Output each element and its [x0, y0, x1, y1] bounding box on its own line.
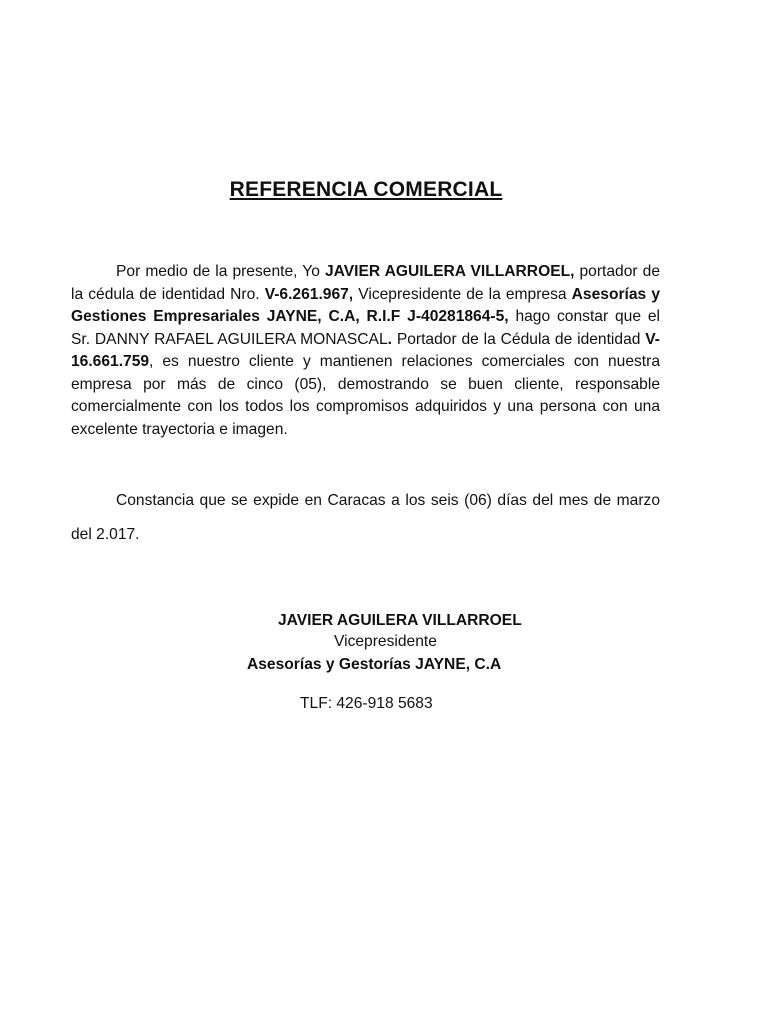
p1-text-2: portador de la cédula de identidad Nro.	[71, 263, 660, 303]
p1-issuer-name: JAVIER AGUILERA VILLARROEL,	[324, 263, 575, 280]
p1-period: .	[387, 330, 392, 348]
p1-issuer-id: V-6.261.967,	[264, 285, 354, 303]
signature-phone: TLF: 426-918 5683	[300, 695, 433, 712]
body-paragraph-2: Constancia que se expide en Caracas a los seis (06) días del mes de marzo del 2.017.	[71, 492, 660, 543]
p1-text-5: Portador de la Cédula de identidad	[391, 330, 646, 348]
p1-text-3: Vicepresidente de la empresa	[353, 285, 572, 303]
document-title: REFERENCIA COMERCIAL	[229, 178, 503, 201]
signature-name: JAVIER AGUILERA VILLARROEL	[278, 612, 522, 629]
p1-client-id: V-16.661.759	[71, 330, 660, 370]
signature-company: Asesorías y Gestorías JAYNE, C.A	[247, 656, 502, 673]
p1-text-1: Por medio de la presente, Yo	[116, 263, 325, 280]
body-paragraph-1	[71, 261, 660, 441]
p1-text-6: , es nuestro cliente y mantienen relaciones comerciales con nuestra empresa por más de cinco (05), demostrando se buen cliente, responsable comercialmente con los todos los compromisos adquiridos y una persona con una excelente trayectoria e imagen.	[71, 353, 660, 438]
signature-role: Vicepresidente	[334, 633, 437, 650]
p1-text-4: hago constar que el Sr. DANNY RAFAEL AGUILERA MONASCAL	[71, 308, 661, 348]
p1-company-rif: Asesorías y Gestiones Empresariales JAYNE, C.A, R.I.F J-40281864-5,	[71, 285, 660, 325]
